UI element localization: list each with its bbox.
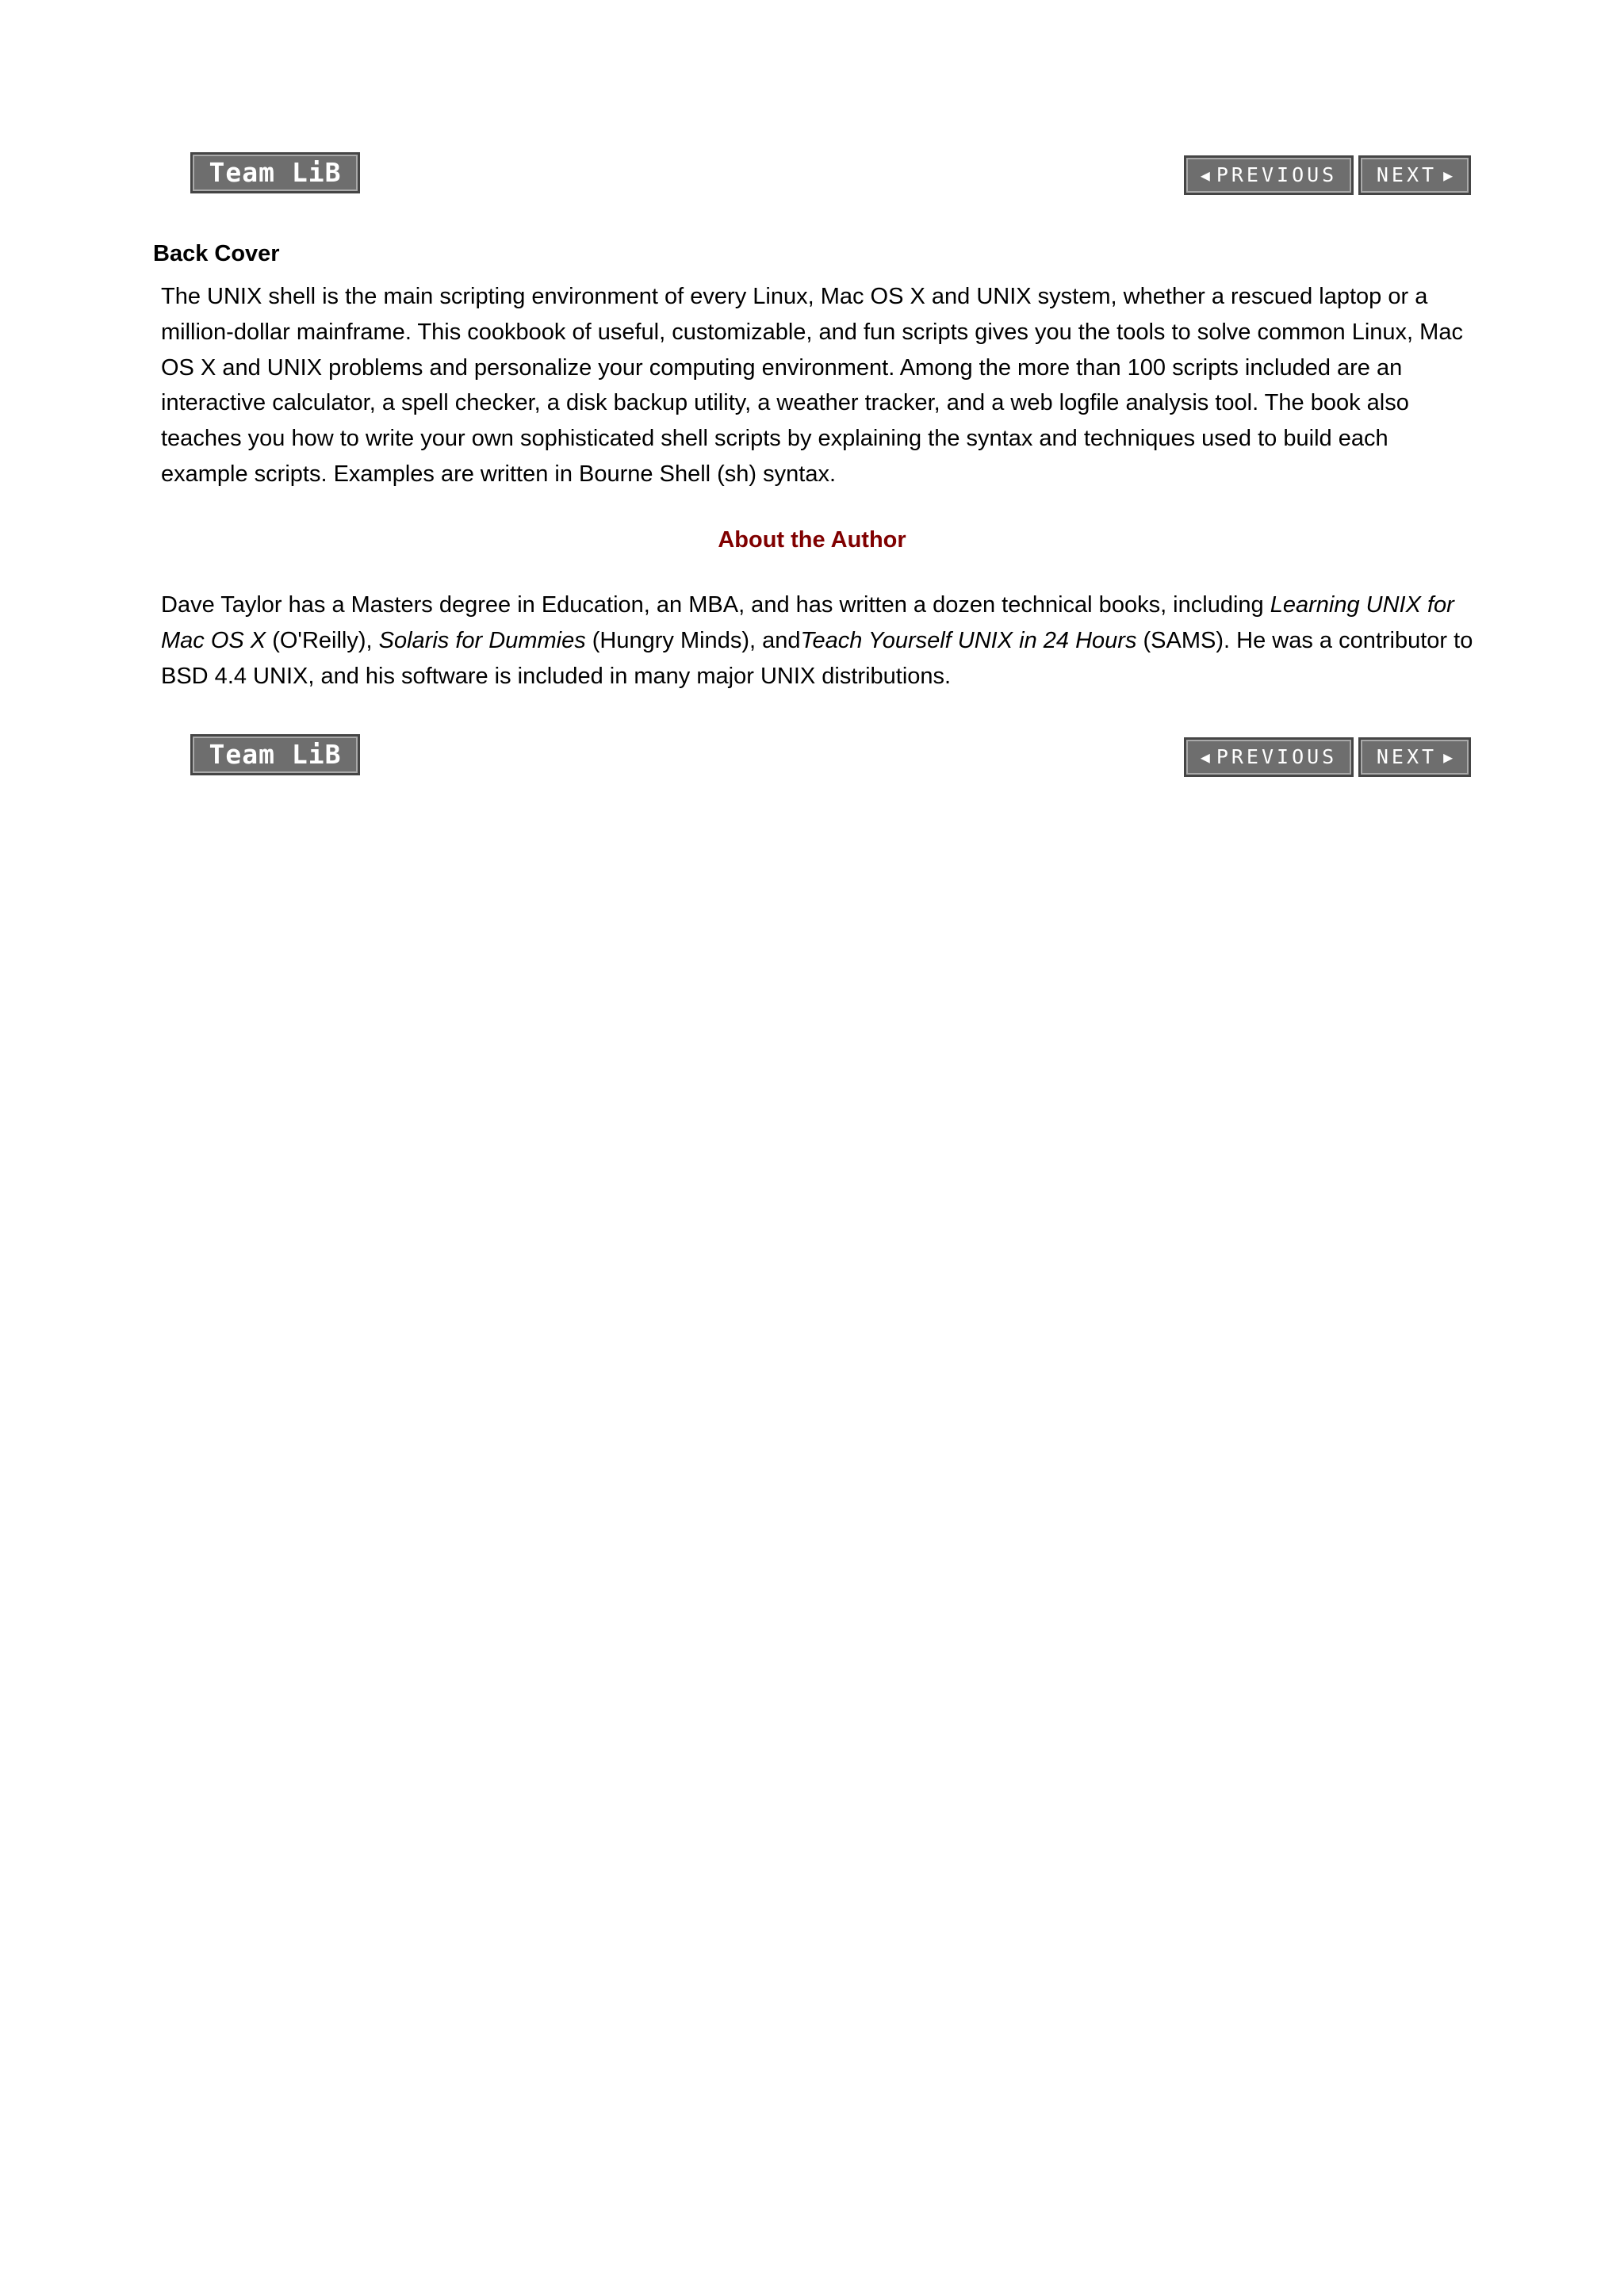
triangle-left-icon: ◀ [1200, 166, 1210, 185]
next-label: NEXT [1376, 163, 1438, 186]
book-title-teach-yourself: Teach Yourself UNIX in 24 Hours [800, 627, 1137, 653]
next-button[interactable] [1358, 155, 1471, 195]
previous-button[interactable] [1184, 155, 1354, 195]
triangle-right-icon: ▶ [1443, 748, 1454, 767]
triangle-left-icon: ◀ [1200, 748, 1210, 767]
author-paragraph [161, 587, 1477, 694]
next-button[interactable] [1358, 737, 1471, 777]
back-cover-title: Back Cover [153, 241, 280, 266]
author-text-3: (Hungry Minds), and [585, 627, 801, 653]
team-lib-logo: Team LiB [190, 152, 360, 193]
next-label: NEXT [1376, 745, 1438, 768]
top-nav-bar [0, 151, 1624, 198]
team-lib-logo: Team LiB [190, 734, 360, 775]
previous-button[interactable] [1184, 737, 1354, 777]
back-cover-paragraph: The UNIX shell is the main scripting environment of every Linux, Mac OS X and UNIX system, whether a rescued laptop or a million-dollar mainframe. This cookbook of useful, customizable, and fun scripts gives you the tools to solve common Linux, Mac OS X and UNIX problems and personalize your computing environment. Among the more than 100 scripts included are an interactive calculator, a spell checker, a disk backup utility, a weather tracker, and a web logfile analysis tool. The book also teaches you how to write your own sophisticated shell scripts by explaining the syntax and techniques used to build each example scripts. Examples are written in Bourne Shell (sh) syntax. [161, 284, 1463, 487]
author-text-2: (O'Reilly), [266, 627, 379, 653]
previous-label: PREVIOUS [1216, 745, 1338, 768]
author-text-4: (SAMS). He was a contributor to BSD 4.4 UNIX, and his software is included in many major UNIX distributions. [161, 627, 1473, 689]
author-text-1: Dave Taylor has a Masters degree in Education, an MBA, and has written a dozen technical books, including [161, 592, 1270, 618]
book-title-solaris: Solaris for Dummies [378, 627, 586, 653]
previous-label: PREVIOUS [1216, 163, 1338, 186]
about-author-heading: About the Author [718, 527, 906, 553]
triangle-right-icon: ▶ [1443, 166, 1454, 185]
book-title-learning-unix: Learning UNIX for Mac OS X [161, 592, 1454, 653]
bottom-nav-bar [0, 733, 1624, 780]
